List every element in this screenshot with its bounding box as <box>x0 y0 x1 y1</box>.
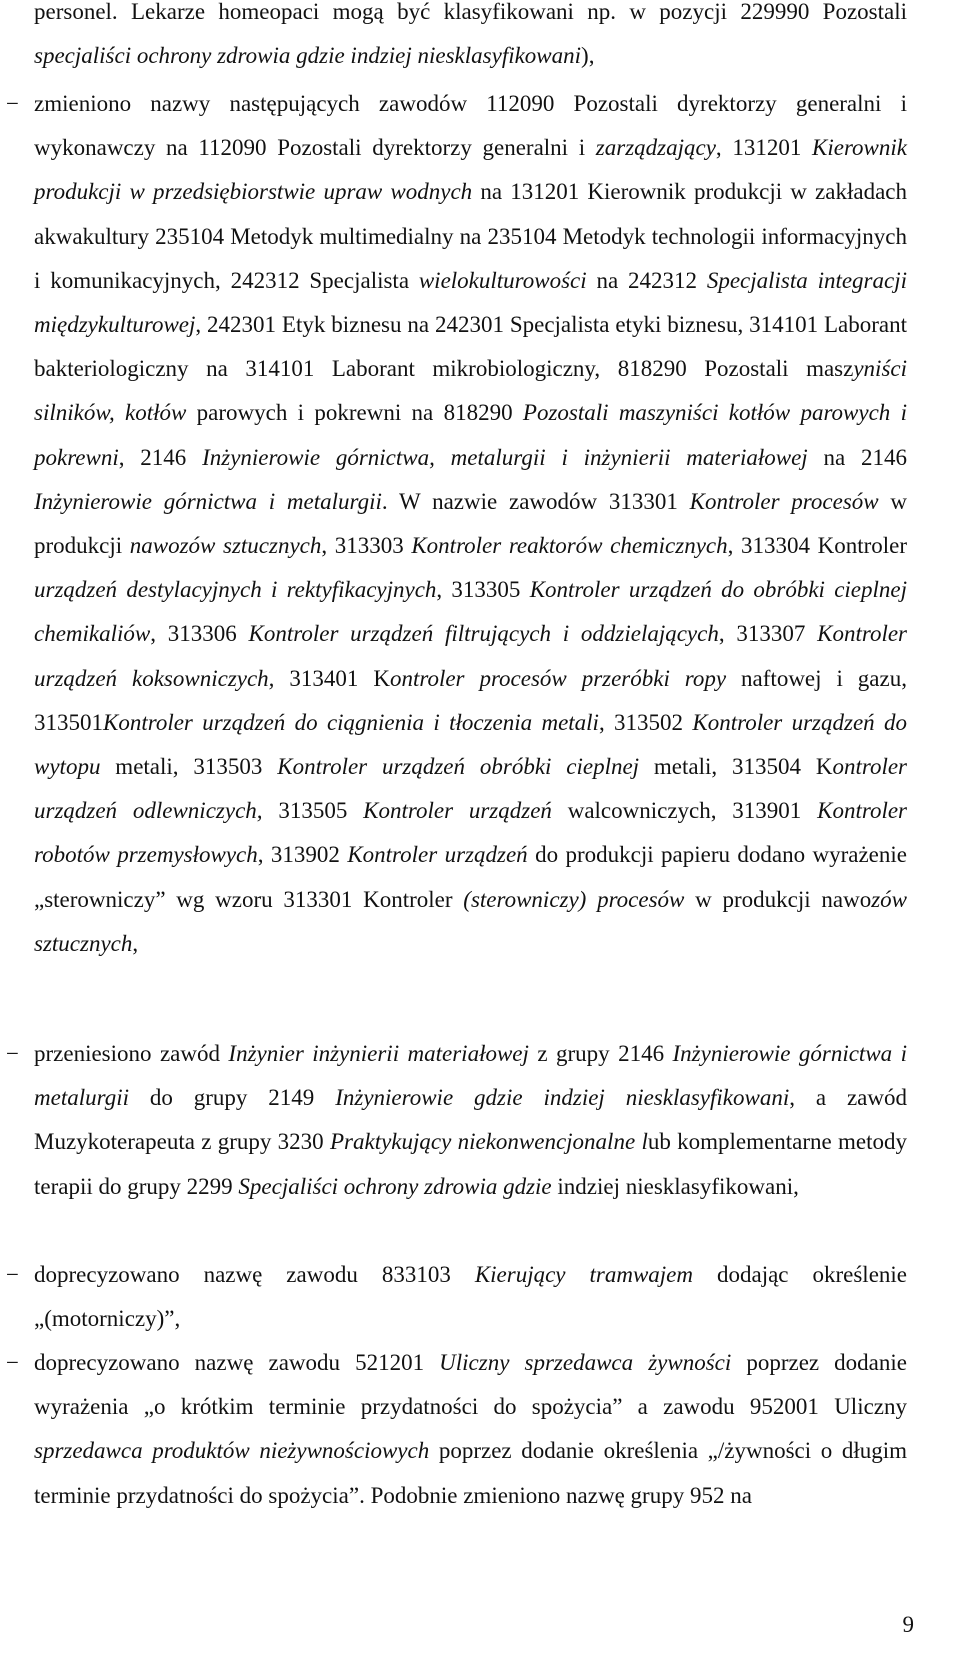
text-run: , 313303 <box>321 533 412 559</box>
list-dash: − <box>6 1350 19 1375</box>
text-run: , 2146 <box>118 444 203 470</box>
italic-run: (sterowniczy) procesów <box>463 886 685 912</box>
text-run: dodając określenie „(motorniczy)”, <box>34 1262 907 1332</box>
text-run: na 242312 <box>586 267 707 293</box>
italic-run: Inżynierowie górnictwa i metalurgii <box>34 1041 907 1111</box>
text-run: doprecyzowano nazwę zawodu 833103 <box>34 1262 475 1287</box>
italic-run: Specjalista integracji międzykulturowej <box>34 267 908 338</box>
text-run: , 313305 <box>436 577 530 603</box>
italic-run: Inżynier inżynierii materiałowej <box>228 1041 529 1066</box>
page-number: 9 <box>902 1612 914 1637</box>
text-run: doprecyzowano nazwę zawodu 521201 <box>34 1350 440 1375</box>
text-run: parowych i pokrewni na 818290 <box>186 400 523 426</box>
italic-run: ontroler urządzeń odlewniczych, <box>34 754 907 824</box>
text-run: , a zawód Muzykoterapeuta z grupy 3230 <box>34 1085 907 1155</box>
text-run: , 131201 <box>715 135 813 161</box>
text-run: z grupy 2146 <box>528 1041 673 1066</box>
italic-run: Inżynierowie górnictwa, metalurgii i inżynierii materiałowej <box>202 444 808 470</box>
italic-run: urządzeń destylacyjnych i rektyfikacyjnych <box>34 577 437 603</box>
italic-run: Specjaliści ochrony zdrowia gdzie <box>238 1173 552 1199</box>
text-run: na 131201 Kierownik produkcji w zakładach akwakultury 235104 Metodyk multimedialny na 235104 Metodyk technologii informacyjnych i komunikacyjnych, 242312 Specjalista <box>34 179 907 293</box>
text-run: walcowniczych, 313901 <box>551 798 818 824</box>
italic-run: zów sztucznych <box>34 886 908 956</box>
italic-run: Kontroler urządzeń do ciągnienia i tłoczenia metali <box>103 709 599 735</box>
list-item <box>6 1032 907 1209</box>
italic-run: yniści silników, kotłów <box>34 356 907 426</box>
list-item <box>6 1253 907 1341</box>
intro-paragraph <box>34 0 907 78</box>
italic-run: Kontroler robotów przemysłowych <box>34 798 908 868</box>
list-dash: − <box>6 1262 19 1287</box>
text-run: poprzez dodanie określenia „/żywności o długim terminie przydatności do spożycia”. Podobnie zmieniono nazwę grupy 952 na <box>34 1438 907 1508</box>
text-run: , 313502 <box>598 709 693 735</box>
list-item <box>6 1341 907 1518</box>
text-run: do produkcji papieru dodano wyrażenie „sterowniczy” wg wzoru 313301 Kontroler <box>34 842 907 912</box>
italic-run: Uliczny sprzedawca żywności <box>439 1350 732 1375</box>
text-run: , 313307 <box>718 621 818 647</box>
list-item <box>6 82 908 966</box>
italic-run: Kontroler urządzeń do obróbki cieplnej chemikaliów <box>34 577 907 647</box>
intro-text-1: personel. Lekarze homeopaci mogą być klasyfikowani np. w pozycji 229990 Pozostali <box>34 0 907 24</box>
list-item-text <box>34 82 907 966</box>
italic-run: Kontroler reaktorów chemicznych <box>411 533 728 559</box>
text-run: 313401 K <box>274 665 390 691</box>
text-run: indziej niesklasyfikowani, <box>551 1173 799 1199</box>
italic-run: nawozów sztucznych <box>129 533 322 559</box>
text-run: metali, 313503 <box>100 754 278 780</box>
italic-run: Kontroler urządzeń <box>347 842 528 868</box>
italic-run: Kontroler urządzeń obróbki cieplnej <box>277 754 640 780</box>
italic-run: Pozostali maszyniści kotłów parowych i pokrewni <box>34 400 907 470</box>
text-run: , 242301 Etyk biznesu na 242301 Specjalista etyki biznesu, 314101 Laborant bakteriologiczny na 314101 Laborant mikrobiologiczny, 818290 Pozostali masz <box>34 312 907 382</box>
italic-run: zarządzający <box>595 135 716 161</box>
italic-run: Inżynierowie gdzie indziej niesklasyfikowani <box>335 1085 790 1111</box>
italic-run: Kontroler urządzeń koksowniczych, <box>34 621 908 691</box>
italic-run: Kierujący tramwajem <box>474 1262 693 1287</box>
text-run: ub komplementarne metody terapii do grupy 2299 <box>34 1129 907 1199</box>
italic-run: sprzedawca produktów nieżywnościowych <box>34 1438 430 1464</box>
list-item-text <box>34 1253 907 1341</box>
text-run: , 313304 Kontroler <box>727 533 908 559</box>
list-dash: − <box>6 1041 19 1066</box>
text-run: , 313902 <box>257 842 348 868</box>
text-run: , <box>132 930 139 956</box>
text-run: do grupy 2149 <box>128 1085 336 1111</box>
text-run: w produkcji <box>34 488 907 559</box>
text-run: na 2146 <box>807 444 907 470</box>
text-run: zmieniono nazwy następujących zawodów 112090 Pozostali dyrektorzy generalni i wykonawczy na 112090 Pozostali dyrektorzy generalni i <box>34 91 907 161</box>
italic-run: Kierownik produkcji w przedsiębiorstwie upraw wodnych <box>34 135 907 205</box>
italic-run: ontroler procesów przeróbki ropy <box>389 665 727 691</box>
text-run: przeniesiono zawód <box>34 1041 229 1066</box>
list-dash: − <box>6 91 19 116</box>
intro-text-italic: specjaliści ochrony zdrowia gdzie indziej niesklasyfikowani <box>34 43 582 69</box>
italic-run: wielokulturowości <box>418 267 587 293</box>
italic-run: Inżynierowie górnictwa i metalurgii <box>34 488 382 514</box>
intro-text-end: ), <box>581 43 595 69</box>
text-run: 313505 <box>262 798 364 824</box>
text-run: naftowej i gazu, 313501 <box>34 665 907 735</box>
text-run: w produkcji nawo <box>684 886 872 912</box>
text-run: poprzez dodanie wyrażenia „o krótkim terminie przydatności do spożycia” a zawodu 952001 Uliczny <box>34 1350 907 1420</box>
italic-run: Praktykujący niekonwencjonalne l <box>329 1129 648 1155</box>
text-run: metali, 313504 K <box>639 754 833 780</box>
italic-run: Kontroler urządzeń <box>363 798 552 824</box>
italic-run: Kontroler urządzeń filtrujących i oddzielających <box>248 621 719 647</box>
list-item-text <box>34 1341 907 1518</box>
italic-run: Kontroler urządzeń do wytopu <box>34 709 907 780</box>
list-item-text <box>34 1032 907 1209</box>
text-run: . W nazwie zawodów 313301 <box>381 488 690 514</box>
italic-run: Kontroler procesów <box>689 488 879 514</box>
text-run: , 313306 <box>150 621 249 647</box>
